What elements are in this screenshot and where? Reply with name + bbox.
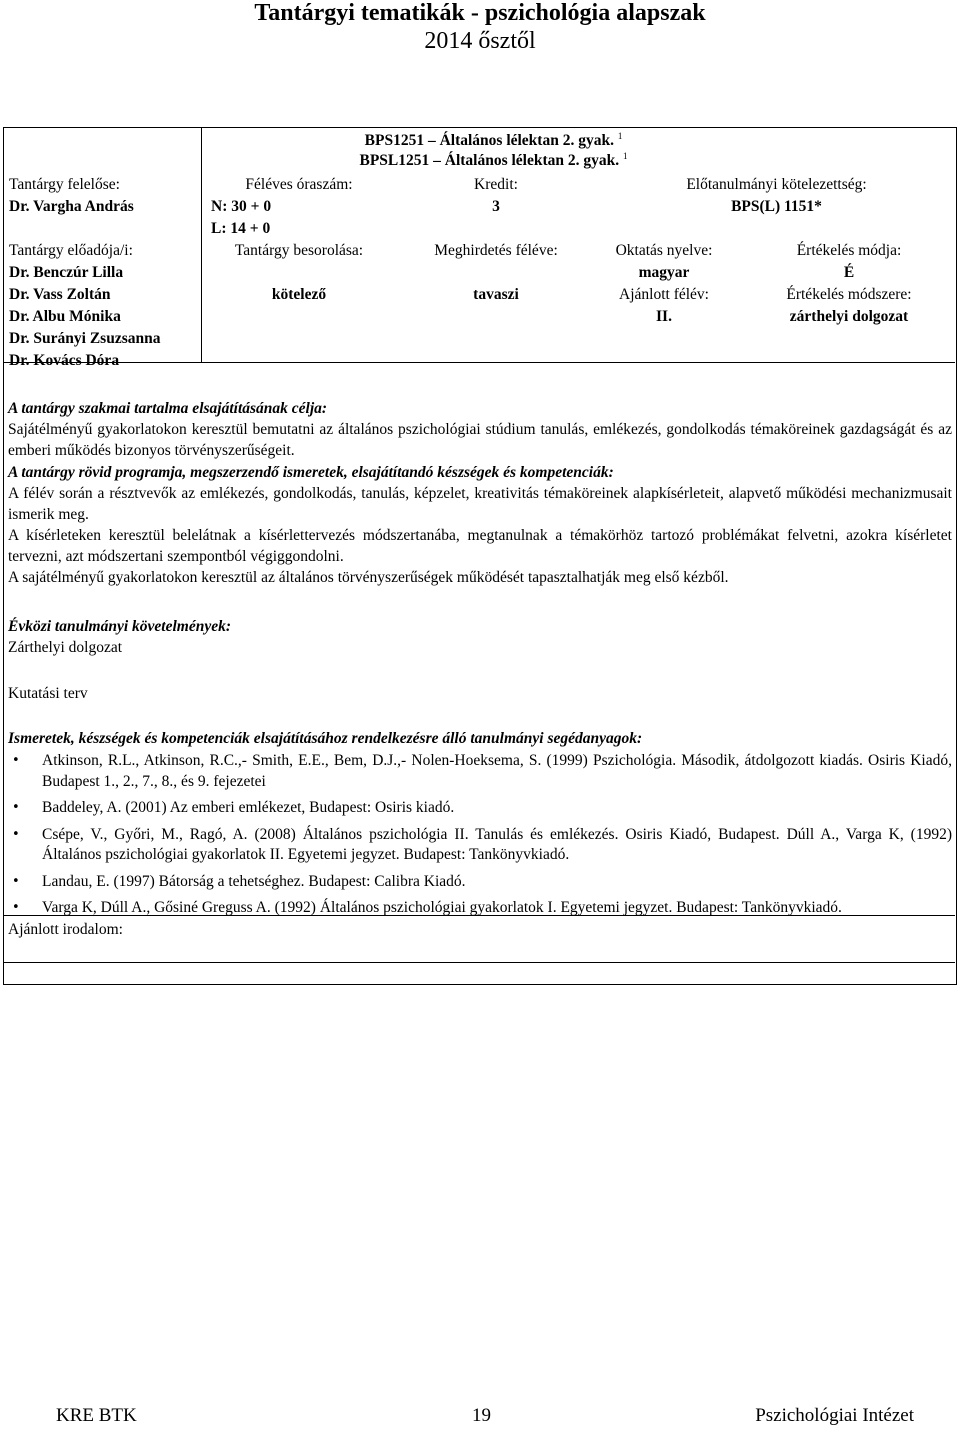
materials-heading: Ismeretek, készségek és kompetenciák elsajátításához rendelkezésre álló tanulmányi segédanyagok: [8,730,643,747]
semester-value: tavaszi [473,286,519,303]
semester-label: Meghirdetés féléve: [434,242,558,259]
lecturer-name: Dr. Benczúr Lilla [9,264,124,281]
credit-label: Kredit: [474,176,518,193]
reference-item: • Atkinson, R.L., Atkinson, R.C.,- Smith, E.E., Bem, D.J.,- Nolen-Hoeksema, S. (1999) Pszichológia. Második, átdolgozott kiadás. Osiris Kiadó, Budapest 1., 2., 7., 8., és 9. fejezetei [8,751,952,792]
language-value: magyar [638,264,690,281]
lecturers-label: Tantárgy előadója/i: [9,242,133,259]
reference-list [8,751,952,919]
goal-heading: A tantárgy szakmai tartalma elsajátításának célja: [8,400,328,417]
page-number: 19 [472,1405,491,1426]
recommended-semester-value: II. [656,308,672,325]
prerequisite-value: BPS(L) 1151* [731,198,822,215]
document-subtitle: 2014 ősztől [424,28,536,54]
assessment-mode-value: É [843,264,855,281]
responsible-name: Dr. Vargha András [9,198,134,215]
footer-right: Pszichológiai Intézet [755,1405,914,1426]
requirements-heading: Évközi tanulmányi követelmények: [8,618,232,635]
lecturer-name: Dr. Surányi Zsuzsanna [9,330,161,347]
hours-label: Féléves óraszám: [245,176,353,193]
program-paragraph: A sajátélményű gyakorlatokon keresztül az általános törvényszerűségek működését tapasztalhatják meg első kézből. [8,569,729,586]
credit-value: 3 [492,198,500,215]
recommended-semester-label: Ajánlott félév: [619,286,709,303]
assessment-method-value: zárthelyi dolgozat [789,308,909,325]
assessment-method-label: Értékelés módszere: [786,286,912,303]
reference-item: • Csépe, V., Győri, M., Ragó, A. (2008) Általános pszichológia II. Tanulás és emlékezés. Osiris Kiadó, Budapest. Dúll A., Varga K, (1992) Általános pszichológiai gyakorlatok II. Egyetemi jegyzet. Budapest: Tankönyvkiadó. [8,825,952,866]
prerequisite-label: Előtanulmányi kötelezettség: [686,176,867,193]
course-code-2: BPSL1251 – Általános lélektan 2. gyak. $^1$ [359,150,628,169]
requirement-item: Kutatási terv [8,685,88,702]
recommended-literature-label: Ajánlott irodalom: [8,920,123,938]
program-paragraph: A félév során a résztvevők az emlékezés, gondolkodás, tanulás, képzelet, kreativitás témaköreinek alapkísérleteit, alapvető működési mechanizmusait ismerik meg. [8,485,952,523]
table-divider [4,362,955,363]
responsible-label: Tantárgy felelőse: [9,176,120,193]
hours-n: N: 30 + 0 [211,198,272,215]
classification-label: Tantárgy besorolása: [234,242,364,259]
goal-text: Sajátélményű gyakorlatokon keresztül bemutatni az általános pszichológiai stúdium tanulás, emlékezés, gondolkodás témaköreinek gazdagságát és az emberi működés bizonyos törvényszerűségeit. [8,421,952,459]
hours-l: L: 14 + 0 [211,220,271,237]
lecturer-name: Dr. Albu Mónika [9,308,121,325]
program-heading: A tantárgy rövid programja, megszerzendő ismeretek, elsajátítandó készségek és kompetenciák: [8,464,614,481]
materials-section [8,728,952,940]
reference-item: • Varga K, Dúll A., Gősiné Greguss A. (1992) Általános pszichológiai gyakorlatok I. Egyetemi jegyzet. Budapest: Tankönyvkiadó. [8,898,952,919]
reference-item: • Baddeley, A. (2001) Az emberi emlékezet, Budapest: Osiris kiadó. [8,798,952,819]
program-paragraph: A kísérleteken keresztül belelátnak a kísérlettervezés módszertanába, megtanulnak a témakörhöz tartozó problémákat felvetni, azokra kísérletet tervezni, azt módszertani szempontból végiggondolni. [8,527,952,565]
classification-value: kötelező [271,286,327,303]
requirement-item: Zárthelyi dolgozat [8,639,123,656]
requirements-section-2 [8,683,952,704]
assessment-mode-label: Értékelés módja: [796,242,902,259]
reference-item: • Landau, E. (1997) Bátorság a tehetséghez. Budapest: Calibra Kiadó. [8,872,952,893]
course-code-1: BPS1251 – Általános lélektan 2. gyak. $^1$ [364,130,623,149]
goal-section [8,398,952,461]
table-divider [4,962,955,963]
footer-left: KRE BTK [56,1405,137,1426]
program-section [8,462,952,588]
document-title: Tantárgyi tematikák - pszichológia alapszak [254,0,706,26]
requirements-section [8,616,952,658]
language-label: Oktatás nyelve: [615,242,713,259]
lecturer-name: Dr. Vass Zoltán [9,286,111,303]
lecturer-name: Dr. Kovács Dóra [9,352,120,369]
